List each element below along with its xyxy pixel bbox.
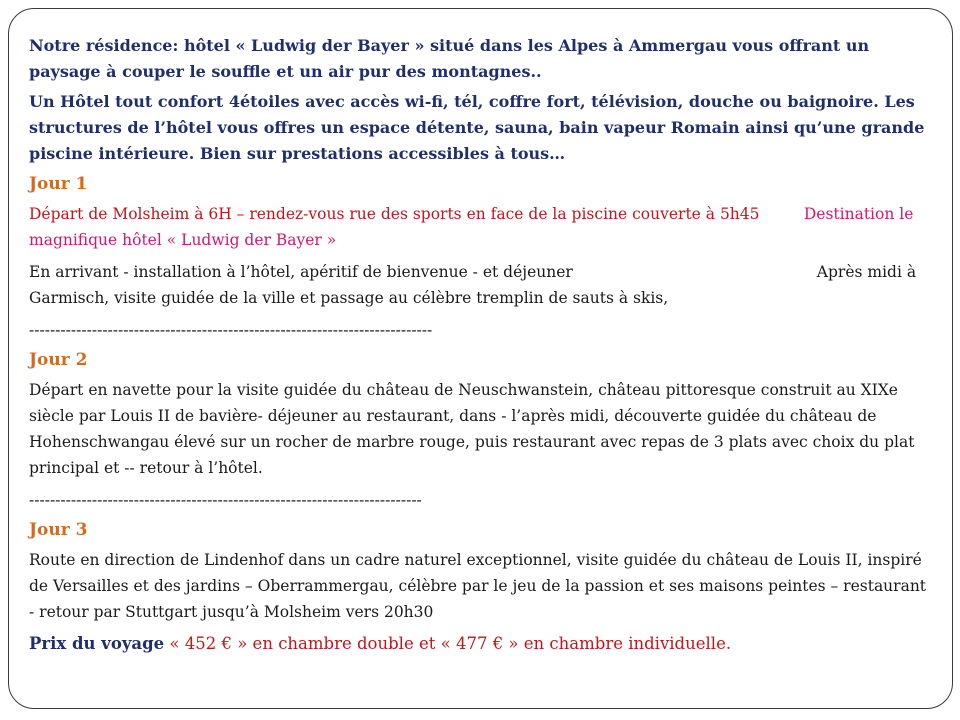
intro-section (29, 33, 929, 167)
day-3-program: Route en direction de Lindenhof dans un cadre naturel exceptionnel, visite guidée du château de Louis II, inspiré de Versailles et des jardins – Oberrammergau, célèbre par le jeu de la passion et ses maisons peintes – restaurant - retour par Stuttgart jusqu’à Molsheim vers 20h30 (29, 551, 927, 621)
day-2-title: Jour 2 (29, 350, 88, 370)
price-label: Prix du voyage (29, 634, 165, 653)
day-2-program: Départ en navette pour la visite guidée du château de Neuschwanstein, château pittoresque construit au XIXe siècle par Louis II de bavière- déjeuner au restaurant, dans - l’après midi, découverte guidée du château de Hohenschwangau élevé sur un rocher de marbre rouge, puis restaurant avec repas de 3 plats avec choix du plat principal et -- retour à l’hôtel. (29, 381, 915, 477)
price-line (29, 631, 929, 657)
day-3-title: Jour 3 (29, 520, 88, 540)
price-text: « 452 € » en chambre double et « 477 € » en chambre individuelle. (169, 634, 732, 653)
intro-paragraph-1: Notre résidence: hôtel « Ludwig der Bayer » situé dans les Alpes à Ammergau vous offrant un paysage à couper le souffle et un air pur des montagnes.. (29, 36, 870, 81)
day-1-separator: ----------------------------------------------------------------------------- (29, 321, 433, 339)
day-1-title: Jour 1 (29, 174, 88, 194)
day-2-separator: --------------------------------------------------------------------------- (29, 491, 422, 509)
day-1-destination-text: Destination le magnifique hôtel « Ludwig der Bayer » (29, 205, 914, 249)
day-1-departure (29, 201, 929, 253)
day-1-program-a: En arrivant - installation à l’hôtel, apéritif de bienvenue - et déjeuner (29, 263, 573, 281)
day-1-program (29, 259, 929, 311)
day-1-depart-text: Départ de Molsheim à 6H – rendez-vous rue des sports en face de la piscine couverte à 5h45 (29, 205, 760, 223)
intro-paragraph-2: Un Hôtel tout confort 4étoiles avec accès wi-fi, tél, coffre fort, télévision, douche ou baignoire. Les structures de l’hôtel vous offres un espace détente, sauna, bain vapeur Romain ainsi qu’une grande piscine intérieure. Bien sur prestations accessibles à tous… (29, 92, 925, 163)
day-1-program-b: Après midi à Garmisch, visite guidée de la ville et passage au célèbre tremplin de sauts à skis, (29, 263, 917, 307)
document-content (29, 33, 929, 657)
